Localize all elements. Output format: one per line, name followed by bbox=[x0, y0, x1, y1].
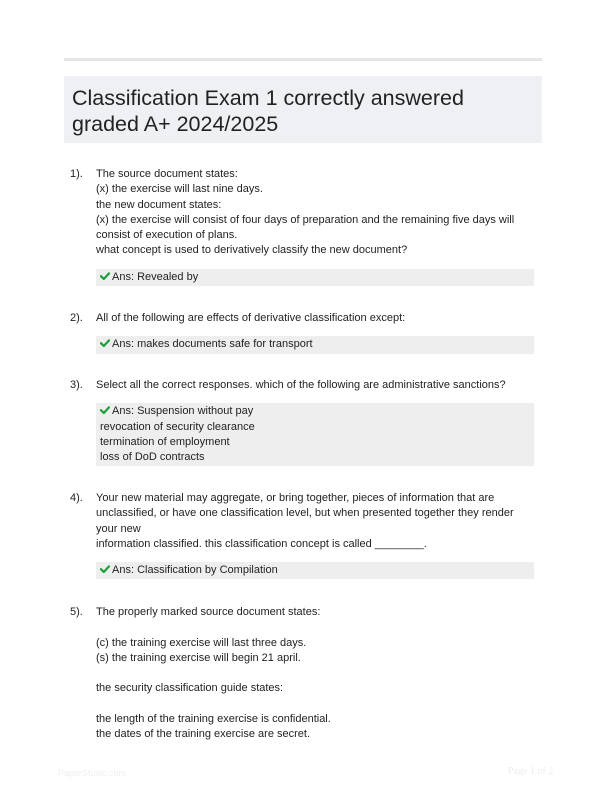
question-1 bbox=[64, 167, 542, 286]
check-icon bbox=[100, 405, 110, 415]
answer-text: Ans: Classification by Compilation bbox=[112, 564, 278, 577]
question-number: 1). bbox=[70, 168, 83, 180]
question-number: 2). bbox=[70, 312, 83, 324]
question-number: 3). bbox=[70, 379, 83, 391]
question-text: All of the following are effects of derivative classification except: bbox=[96, 312, 406, 324]
answer-box bbox=[96, 403, 534, 466]
question-3 bbox=[64, 378, 542, 466]
question-text: Your new material may aggregate, or bring together, pieces of information that are unclassified, or have one classification level, but when presented together they render your new information classified. this classification concept is called ________. bbox=[96, 492, 514, 550]
answer-text: Ans: makes documents safe for transport bbox=[112, 338, 313, 351]
question-5 bbox=[64, 605, 542, 743]
question-text: Select all the correct responses. which of the following are administrative sanctions? bbox=[96, 379, 506, 391]
page-indicator: Page 1 of 2 bbox=[508, 766, 554, 777]
page-title: Classification Exam 1 correctly answered graded A+ 2024/2025 bbox=[72, 86, 464, 136]
check-icon bbox=[100, 271, 110, 281]
check-icon bbox=[100, 338, 110, 348]
question-text: The source document states: (x) the exercise will last nine days. the new document states: (x) the exercise will consist of four days of preparation and the remaining five days will consist of execution of plans. what concept is used to derivatively classify the new document? bbox=[96, 168, 515, 257]
title-banner bbox=[64, 76, 542, 143]
footer-watermark: PaperStuvic.com bbox=[58, 768, 127, 778]
question-2 bbox=[64, 311, 542, 354]
answer-box bbox=[96, 336, 534, 353]
check-icon bbox=[100, 564, 110, 574]
top-divider bbox=[64, 58, 542, 61]
answer-box bbox=[96, 269, 534, 286]
question-number: 5). bbox=[70, 606, 83, 618]
answer-text: Ans: Suspension without pay revocation of security clearance termination of employment loss of DoD contracts bbox=[100, 405, 255, 464]
question-4 bbox=[64, 491, 542, 579]
question-text: The properly marked source document states: (c) the training exercise will last three days. (s) the training exercise will begin 21 april. the security classification guide states: the length of the training exercise is confidential. the dates of the training exercise are secret. bbox=[96, 606, 331, 741]
answer-box bbox=[96, 562, 534, 579]
answer-text: Ans: Revealed by bbox=[112, 270, 199, 283]
question-number: 4). bbox=[70, 492, 83, 504]
